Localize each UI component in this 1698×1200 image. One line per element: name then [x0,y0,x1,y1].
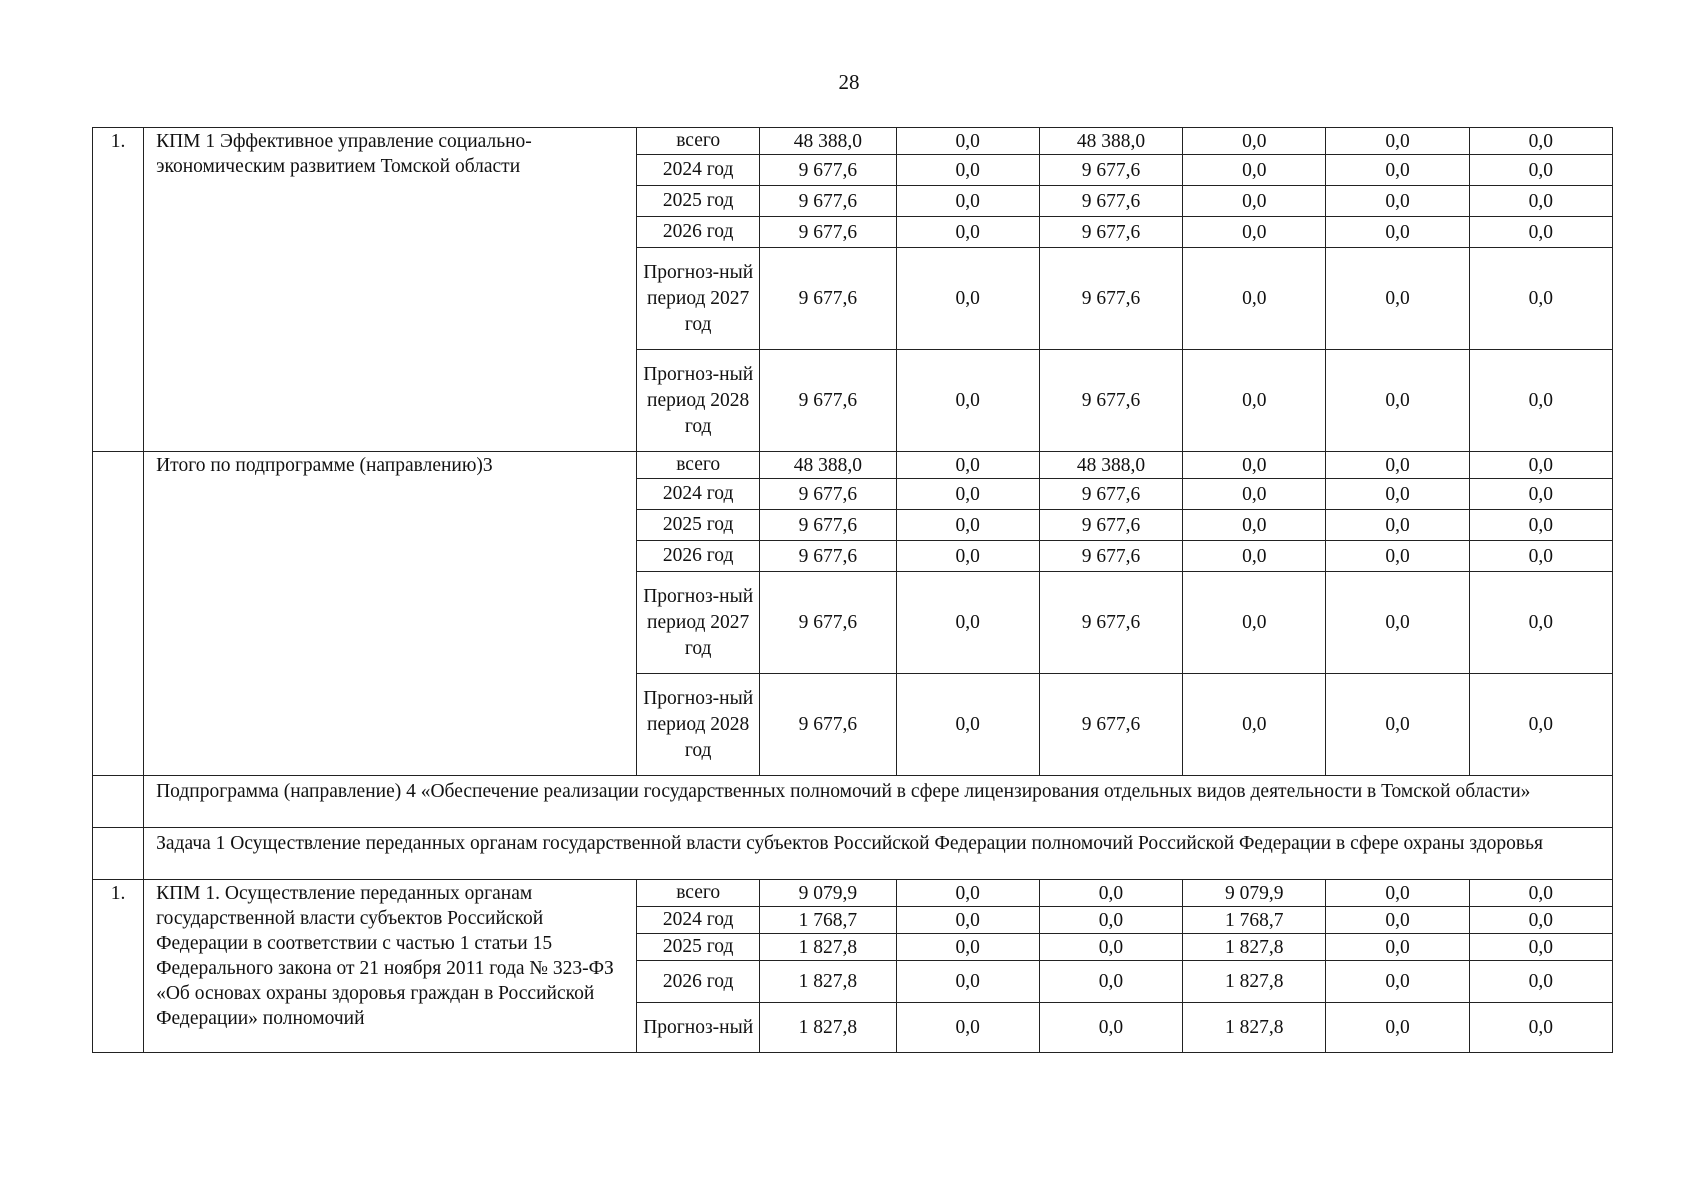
section-header-row [93,828,1613,880]
value-cell: 0,0 [1326,934,1469,961]
program-name: КПМ 1 Эффективное управление социально-экономическим развитием Томской области [144,128,637,452]
value-cell: 0,0 [1326,961,1469,1003]
value-cell: 0,0 [1326,674,1469,776]
value-cell: 0,0 [896,880,1039,907]
value-cell: 0,0 [896,452,1039,479]
value-cell: 0,0 [1183,217,1326,248]
value-cell: 9 677,6 [760,248,896,350]
value-cell: 0,0 [1469,934,1612,961]
period-cell: 2025 год [637,186,760,217]
value-cell: 0,0 [1183,155,1326,186]
value-cell: 0,0 [1326,479,1469,510]
value-cell: 0,0 [896,572,1039,674]
value-cell: 0,0 [1469,1003,1612,1053]
period-cell: 2024 год [637,907,760,934]
empty-cell [93,776,144,828]
table-row [93,880,1613,907]
value-cell: 0,0 [1183,248,1326,350]
value-cell: 9 677,6 [760,572,896,674]
value-cell: 9 677,6 [1039,510,1182,541]
period-cell: всего [637,128,760,155]
value-cell: 0,0 [896,217,1039,248]
value-cell: 9 677,6 [1039,479,1182,510]
value-cell: 1 827,8 [1183,1003,1326,1053]
value-cell: 0,0 [1326,248,1469,350]
value-cell: 9 677,6 [760,674,896,776]
period-cell: Прогноз-ный период 2027 год [637,248,760,350]
value-cell: 0,0 [1039,907,1182,934]
value-cell: 0,0 [1469,155,1612,186]
value-cell: 0,0 [1183,510,1326,541]
period-cell: Прогноз-ный период 2028 год [637,350,760,452]
value-cell: 0,0 [896,128,1039,155]
row-number: 1. [93,880,144,1053]
table-row [93,452,1613,479]
value-cell: 0,0 [1326,1003,1469,1053]
period-cell: 2026 год [637,961,760,1003]
period-cell: 2024 год [637,155,760,186]
value-cell: 0,0 [896,248,1039,350]
section-title: Подпрограмма (направление) 4 «Обеспечение реализации государственных полномочий в сфере лицензирования отдельных видов деятельности в Томской области» [144,776,1613,828]
value-cell: 0,0 [896,961,1039,1003]
value-cell: 0,0 [1183,674,1326,776]
value-cell: 9 677,6 [1039,217,1182,248]
value-cell: 0,0 [1326,880,1469,907]
value-cell: 48 388,0 [760,452,896,479]
value-cell: 9 677,6 [760,186,896,217]
value-cell: 0,0 [1326,572,1469,674]
value-cell: 0,0 [1039,1003,1182,1053]
value-cell: 0,0 [896,541,1039,572]
period-cell: Прогноз-ный период 2028 год [637,674,760,776]
table-body [93,128,1613,1053]
value-cell: 48 388,0 [1039,128,1182,155]
value-cell: 0,0 [1469,510,1612,541]
table-row [93,128,1613,155]
value-cell: 0,0 [1469,479,1612,510]
value-cell: 0,0 [1183,541,1326,572]
value-cell: 9 677,6 [760,155,896,186]
value-cell: 1 768,7 [1183,907,1326,934]
value-cell: 0,0 [1326,510,1469,541]
program-name: Итого по подпрограмме (направлению)3 [144,452,637,776]
value-cell: 0,0 [1183,350,1326,452]
value-cell: 48 388,0 [1039,452,1182,479]
value-cell: 9 677,6 [760,217,896,248]
value-cell: 0,0 [1469,248,1612,350]
empty-cell [93,828,144,880]
value-cell: 9 677,6 [760,350,896,452]
value-cell: 0,0 [1469,541,1612,572]
value-cell: 9 677,6 [1039,572,1182,674]
period-cell: 2024 год [637,479,760,510]
value-cell: 9 677,6 [760,479,896,510]
value-cell: 0,0 [1183,452,1326,479]
value-cell: 9 677,6 [1039,186,1182,217]
value-cell: 0,0 [896,907,1039,934]
value-cell: 1 827,8 [760,961,896,1003]
value-cell: 0,0 [1469,907,1612,934]
value-cell: 0,0 [1183,128,1326,155]
value-cell: 0,0 [1326,217,1469,248]
value-cell: 1 768,7 [760,907,896,934]
value-cell: 1 827,8 [1183,961,1326,1003]
value-cell: 9 677,6 [760,510,896,541]
value-cell: 0,0 [1183,186,1326,217]
value-cell: 0,0 [1039,880,1182,907]
value-cell: 0,0 [1469,186,1612,217]
row-number [93,452,144,776]
period-cell: 2025 год [637,510,760,541]
value-cell: 9 677,6 [1039,350,1182,452]
value-cell: 0,0 [896,674,1039,776]
period-cell: всего [637,452,760,479]
value-cell: 9 677,6 [1039,541,1182,572]
value-cell: 0,0 [1469,128,1612,155]
value-cell: 1 827,8 [760,1003,896,1053]
value-cell: 0,0 [1326,541,1469,572]
period-cell: Прогноз-ный [637,1003,760,1053]
value-cell: 0,0 [896,934,1039,961]
page-number: 28 [838,70,860,94]
value-cell: 9 677,6 [1039,248,1182,350]
value-cell: 1 827,8 [1183,934,1326,961]
value-cell: 9 079,9 [760,880,896,907]
value-cell: 0,0 [1326,155,1469,186]
value-cell: 0,0 [896,510,1039,541]
period-cell: всего [637,880,760,907]
value-cell: 0,0 [896,186,1039,217]
period-cell: Прогноз-ный период 2027 год [637,572,760,674]
section-header-row [93,776,1613,828]
value-cell: 0,0 [1326,186,1469,217]
value-cell: 0,0 [1469,217,1612,248]
value-cell: 0,0 [896,155,1039,186]
value-cell: 9 677,6 [1039,674,1182,776]
value-cell: 9 079,9 [1183,880,1326,907]
period-cell: 2026 год [637,217,760,248]
value-cell: 0,0 [1469,350,1612,452]
value-cell: 48 388,0 [760,128,896,155]
value-cell: 0,0 [896,1003,1039,1053]
value-cell: 9 677,6 [1039,155,1182,186]
value-cell: 0,0 [1326,350,1469,452]
budget-table [92,127,1613,1053]
value-cell: 0,0 [1326,907,1469,934]
value-cell: 9 677,6 [760,541,896,572]
value-cell: 0,0 [1039,934,1182,961]
period-cell: 2025 год [637,934,760,961]
value-cell: 0,0 [1469,452,1612,479]
section-title: Задача 1 Осуществление переданных органам государственной власти субъектов Российской Федерации полномочий Российской Федерации в сфере охраны здоровья [144,828,1613,880]
value-cell: 0,0 [1469,674,1612,776]
program-name: КПМ 1. Осуществление переданных органам государственной власти субъектов Российской Федерации в соответствии с частью 1 статьи 15 Федерального закона от 21 ноября 2011 года № 323-ФЗ «Об основах охраны здоровья граждан в Российской Федерации» полномочий [144,880,637,1053]
value-cell: 0,0 [1326,452,1469,479]
value-cell: 0,0 [896,479,1039,510]
value-cell: 0,0 [1469,961,1612,1003]
period-cell: 2026 год [637,541,760,572]
row-number: 1. [93,128,144,452]
value-cell: 0,0 [1469,572,1612,674]
value-cell: 0,0 [1469,880,1612,907]
value-cell: 0,0 [1183,572,1326,674]
value-cell: 1 827,8 [760,934,896,961]
value-cell: 0,0 [1183,479,1326,510]
value-cell: 0,0 [1039,961,1182,1003]
value-cell: 0,0 [896,350,1039,452]
value-cell: 0,0 [1326,128,1469,155]
